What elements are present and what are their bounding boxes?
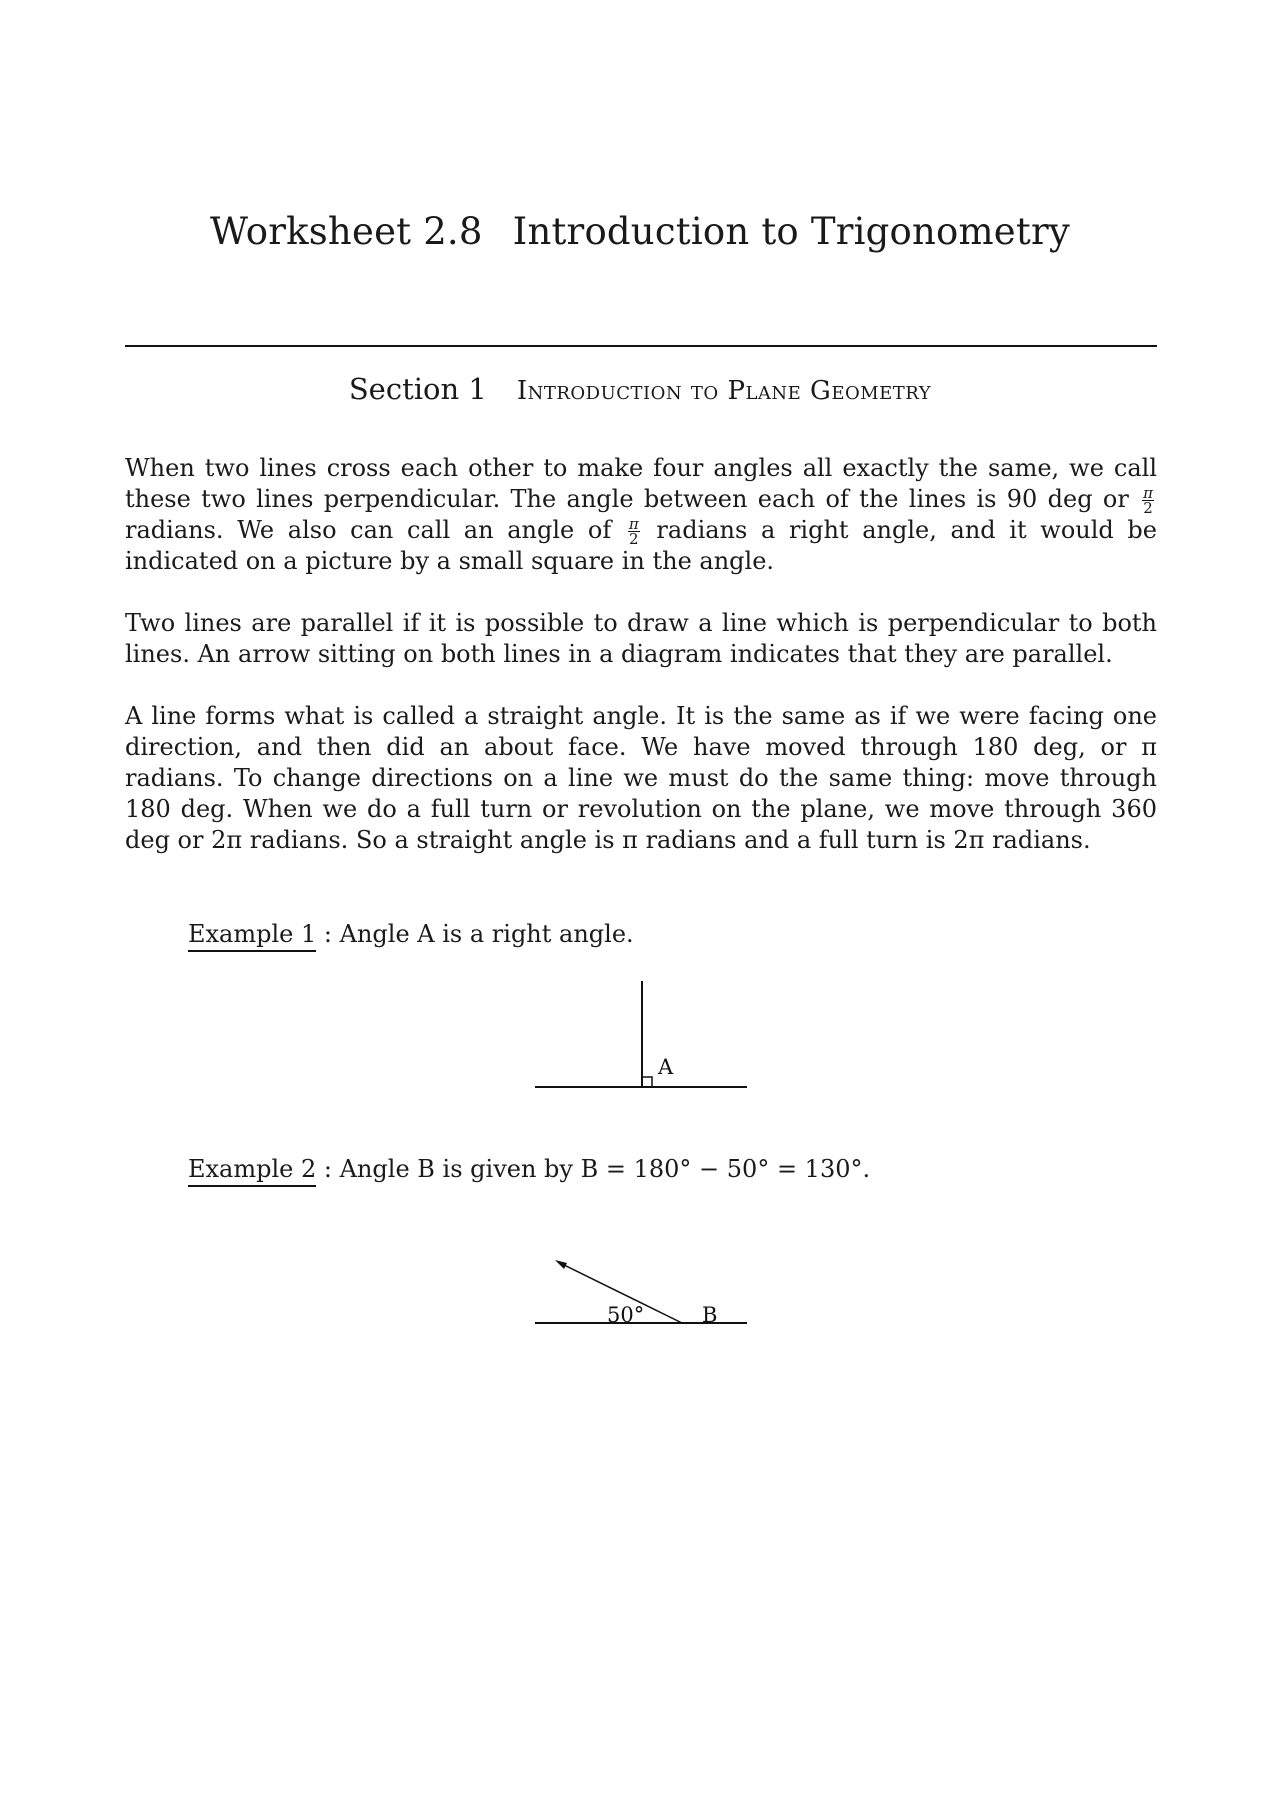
angle-label-a: A xyxy=(658,1055,674,1079)
paragraph-text: radians a right angle, and it would be indicated on a picture by a small square in the angle. xyxy=(125,516,1157,575)
right-angle-diagram xyxy=(525,975,755,1095)
worksheet-title xyxy=(0,210,1280,253)
paragraph-text: radians. We also can call an angle of xyxy=(125,516,612,544)
worksheet-number: Worksheet 2.8 xyxy=(210,210,483,253)
fraction-pi-over-2 xyxy=(628,517,640,546)
paragraph-text: When two lines cross each other to make four angles all exactly the same, we call these two lines perpendicular. The angle between each of the lines is 90 deg or xyxy=(125,454,1157,513)
fraction-denominator: 2 xyxy=(1143,499,1153,517)
fraction-pi-over-2 xyxy=(1142,486,1154,515)
section-heading xyxy=(0,372,1280,406)
section-name: Introduction to Plane Geometry xyxy=(516,376,932,406)
example-separator: : xyxy=(316,920,340,948)
arrow-head-icon xyxy=(555,1260,567,1269)
paragraph-parallel: Two lines are parallel if it is possible to draw a line which is perpendicular to both lines. An arrow sitting on both lines in a diagram indicates that they are parallel. xyxy=(125,609,1157,668)
section-label: Section 1 xyxy=(348,372,487,406)
example-2 xyxy=(188,1155,870,1183)
fraction-denominator: 2 xyxy=(629,530,639,548)
title-divider xyxy=(125,345,1157,347)
example-1 xyxy=(188,920,634,948)
paragraph-perpendicular xyxy=(125,453,1157,577)
right-angle-marker xyxy=(642,1077,652,1087)
angle-label-b: B xyxy=(702,1303,718,1327)
example-text: Angle B is given by B = 180° − 50° = 130°. xyxy=(339,1155,871,1183)
example-label: Example 1 xyxy=(188,920,316,952)
paragraph-straight-angle: A line forms what is called a straight angle. It is the same as if we were facing one direction, and then did an about face. We have moved through 180 deg, or π radians. To change directions on a line we must do the same thing: move through 180 deg. When we do a full turn or revolution on the plane, we move through 360 deg or 2π radians. So a straight angle is π radians and a full turn is 2π radians. xyxy=(125,702,1157,854)
fraction-numerator: π xyxy=(628,515,639,533)
example-separator: : xyxy=(316,1155,340,1183)
worksheet-name: Introduction to Trigonometry xyxy=(512,210,1070,253)
supplementary-angle-diagram xyxy=(525,1250,755,1330)
example-text: Angle A is a right angle. xyxy=(339,920,634,948)
angle-measure-label: 50° xyxy=(607,1303,645,1327)
example-label: Example 2 xyxy=(188,1155,316,1187)
fraction-numerator: π xyxy=(1143,484,1153,502)
